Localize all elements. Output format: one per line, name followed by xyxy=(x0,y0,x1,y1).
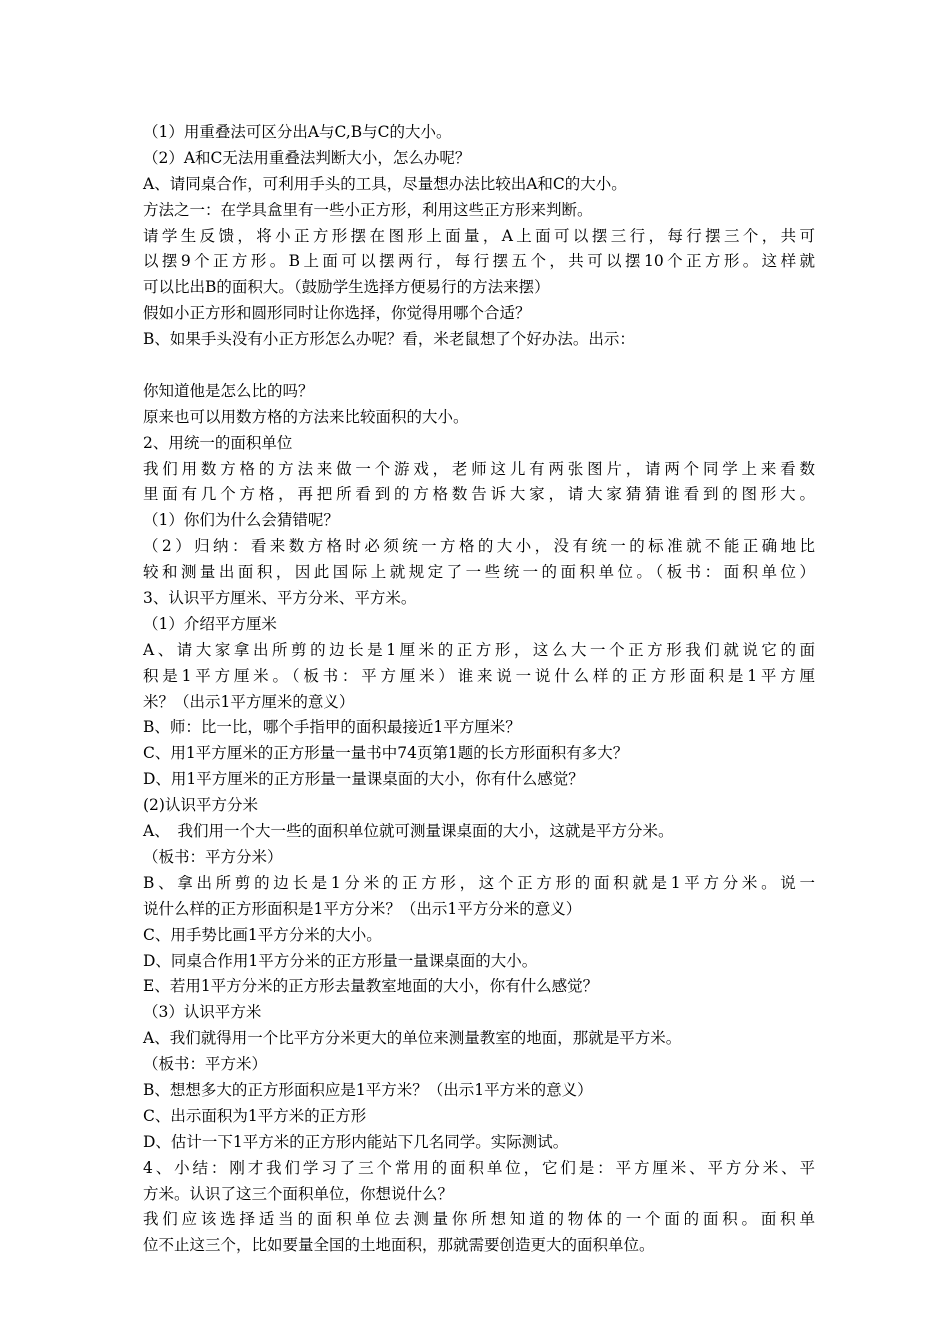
text-line: 请学生反馈，将小正方形摆在图形上面量，A上面可以摆三行，每行摆三个，共可 xyxy=(143,226,815,245)
text-line: A、 我们用一个大一些的面积单位就可测量课桌面的大小，这就是平方分米。 xyxy=(143,822,674,841)
text-line: 较和测量出面积，因此国际上就规定了一些统一的面积单位。（板书：面积单位） xyxy=(143,563,815,582)
text-line: 我们应该选择适当的面积单位去测量你所想知道的物体的一个面的面积。面积单 xyxy=(143,1210,815,1229)
text-line: 我们用数方格的方法来做一个游戏，老师这儿有两张图片，请两个同学上来看数 xyxy=(143,459,815,478)
text-line: （2）A和C无法用重叠法判断大小，怎么办呢？ xyxy=(143,148,471,167)
text-line: 4、小结：刚才我们学习了三个常用的面积单位，它们是：平方厘米、平方分米、平 xyxy=(143,1158,815,1177)
text-line: 里面有几个方格，再把所看到的方格数告诉大家，请大家猜猜谁看到的图形大。 xyxy=(143,485,815,504)
text-line: 你知道他是怎么比的吗？ xyxy=(143,381,314,400)
text-line: C、用手势比画1平方分米的大小。 xyxy=(143,925,382,944)
text-line: 以摆9个正方形。B上面可以摆两行，每行摆五个，共可以摆10个正方形。这样就 xyxy=(143,252,815,271)
text-line: D、同桌合作用1平方分米的正方形量一量课桌面的大小。 xyxy=(143,951,538,970)
text-line: 可以比出B的面积大。（鼓励学生选择方便易行的方法来摆） xyxy=(143,278,550,297)
text-line: D、用1平方厘米的正方形量一量课桌面的大小，你有什么感觉？ xyxy=(143,770,584,789)
text-line: C、用1平方厘米的正方形量一量书中74页第1题的长方形面积有多大？ xyxy=(143,744,629,763)
text-line: （3）认识平方米 xyxy=(143,1003,262,1022)
text-line: (2)认识平方分米 xyxy=(143,796,258,815)
text-line: E、若用1平方分米的正方形去量教室地面的大小，你有什么感觉？ xyxy=(143,977,599,996)
text-line: 积是1平方厘米。（板书：平方厘米）谁来说一说什么样的正方形面积是1平方厘 xyxy=(143,666,815,685)
text-line: B、如果手头没有小正方形怎么办呢？看，米老鼠想了个好办法。出示： xyxy=(143,330,635,349)
text-line: 位不止这三个，比如要量全国的土地面积，那就需要创造更大的面积单位。 xyxy=(143,1236,655,1255)
text-line: A、请同桌合作，可利用手头的工具，尽量想办法比较出A和C的大小。 xyxy=(143,174,627,193)
text-line: B、想想多大的正方形面积应是1平方米？（出示1平方米的意义） xyxy=(143,1080,593,1099)
text-line: （板书：平方分米） xyxy=(143,847,283,866)
text-line: （板书：平方米） xyxy=(143,1055,268,1074)
text-line: 假如小正方形和圆形同时让你选择，你觉得用哪个合适？ xyxy=(143,304,531,323)
text-line: C、出示面积为1平方米的正方形 xyxy=(143,1106,367,1125)
text-line: A、请大家拿出所剪的边长是1厘米的正方形，这么大一个正方形我们就说它的面 xyxy=(143,640,815,659)
text-line: 说什么样的正方形面积是1平方分米？（出示1平方分米的意义） xyxy=(143,899,582,918)
text-line: （2）归纳：看来数方格时必须统一方格的大小，没有统一的标准就不能正确地比 xyxy=(143,537,815,556)
blank-line xyxy=(143,353,815,379)
text-line: 方米。认识了这三个面积单位，你想说什么？ xyxy=(143,1184,454,1203)
text-line: 3、认识平方厘米、平方分米、平方米。 xyxy=(143,589,417,608)
text-line: B、拿出所剪的边长是1分米的正方形，这个正方形的面积就是1平方分米。说一 xyxy=(143,873,815,892)
text-line: （1）介绍平方厘米 xyxy=(143,614,277,633)
text-line: D、估计一下1平方米的正方形内能站下几名同学。实际测试。 xyxy=(143,1132,569,1151)
text-line: B、师：比一比，哪个手指甲的面积最接近1平方厘米？ xyxy=(143,718,521,737)
document-body xyxy=(143,120,815,1259)
text-line: 米？（出示1平方厘米的意义） xyxy=(143,692,355,711)
text-line: 原来也可以用数方格的方法来比较面积的大小。 xyxy=(143,407,469,426)
text-line: （1）你们为什么会猜错呢？ xyxy=(143,511,339,530)
text-line: A、我们就得用一个比平方分米更大的单位来测量教室的地面，那就是平方米。 xyxy=(143,1029,682,1048)
text-line: 方法之一：在学具盒里有一些小正方形，利用这些正方形来判断。 xyxy=(143,200,593,219)
text-line: 2、用统一的面积单位 xyxy=(143,433,293,452)
text-line: （1）用重叠法可区分出A与C,B与C的大小。 xyxy=(143,123,452,141)
